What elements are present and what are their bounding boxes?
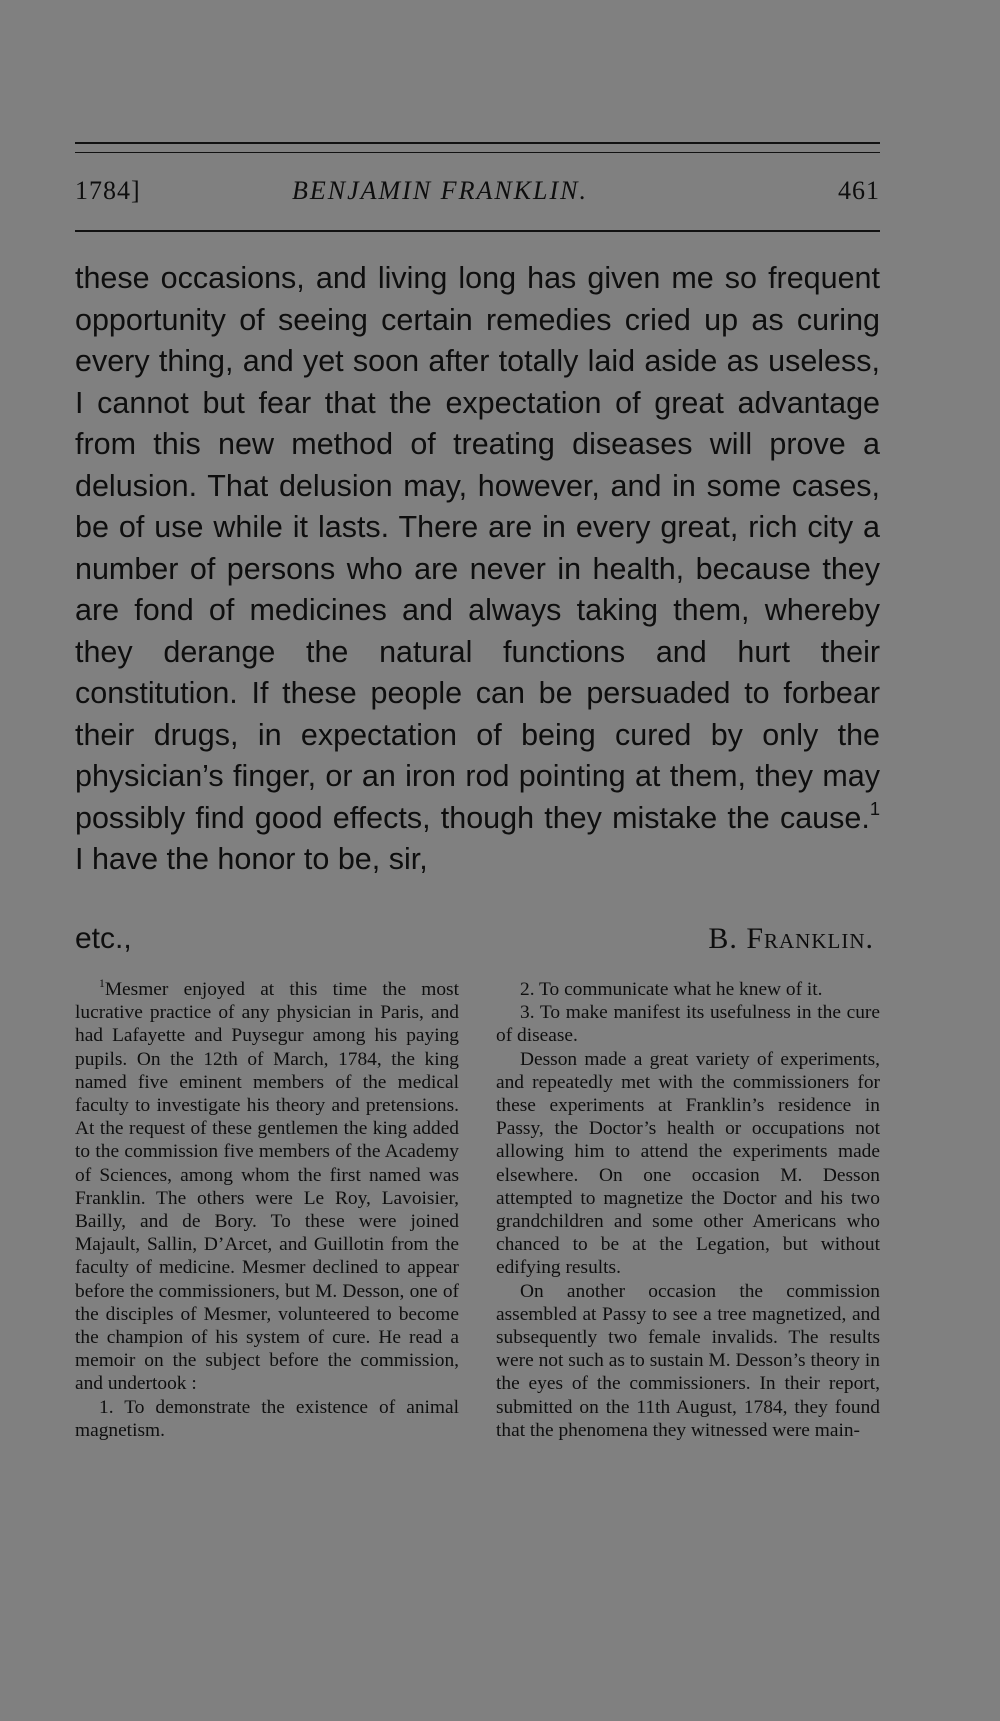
footnote-marker: 1 bbox=[99, 976, 105, 990]
main-paragraph-text: these occasions, and living long has given me so frequent opportunity of seeing certain remedies cried up as curing every thing, and yet soon after totally laid aside as useless, I cannot but fear that the expectation of great advantage from this new method of treating diseases will prove a delusion. That delusion may, however, and in some cases, be of use while it lasts. There are in every great, rich city a number of persons who are never in health, because they are fond of medicines and always taking them, whereby they derange the natural functions and hurt their constitution. If these people can be persuaded to forbear their drugs, in expectation of being cured by only the physician’s finger, or an iron rod pointing at them, they may possibly find good effects, though they mistake the cause. bbox=[75, 261, 880, 835]
footnote-reference: 1 bbox=[869, 797, 880, 819]
closing-line bbox=[75, 922, 880, 964]
header-title: BENJAMIN FRANKLIN. bbox=[292, 176, 588, 205]
closing-etc: etc., bbox=[75, 922, 132, 955]
signature: B. Franklin. bbox=[708, 922, 874, 955]
footnote-paragraph: 3. To make manifest its usefulness in the cure of disease. bbox=[496, 1002, 880, 1047]
running-header bbox=[75, 176, 880, 216]
header-year: 1784] bbox=[75, 176, 141, 205]
book-page bbox=[75, 0, 880, 1721]
top-rule bbox=[75, 142, 880, 144]
top-rule-thin bbox=[75, 152, 880, 153]
main-paragraph-tail: I have the honor to be, sir, bbox=[75, 842, 428, 876]
footnote-column-left bbox=[75, 978, 459, 1442]
main-text bbox=[75, 258, 880, 881]
page-number: 461 bbox=[838, 176, 880, 205]
footnote-text: Mesmer enjoyed at this time the most lucrative practice of any physician in Paris, and had Lafayette and Puysegur among his paying pupils. On the 12th of March, 1784, the king named five eminent members of the medical faculty to investigate his theory and pretensions. At the request of these gentlemen the king added to the commission five members of the Academy of Sciences, among whom the first named was Franklin. The others were Le Roy, Lavoisier, Bailly, and de Bory. To these were joined Majault, Sallin, D’Arcet, and Guillotin from the faculty of medicine. Mesmer declined to appear before the commissioners, but M. Desson, one of the disciples of Mesmer, volunteered to become the champion of his system of cure. He read a memoir on the subject before the commission, and undertook : bbox=[75, 979, 459, 1395]
footnote-paragraph: 1. To demonstrate the existence of animal magnetism. bbox=[75, 1396, 459, 1441]
footnote-column-right bbox=[496, 978, 880, 1442]
footnote-paragraph: Desson made a great variety of experiments, and repeatedly met with the commissioners for these experiments at Franklin’s residence in Passy, the Doctor’s health or occupations not allowing him to attend the experiments made elsewhere. On one occasion M. Desson attempted to magnetize the Doctor and his two grandchildren and some other Americans who chanced to be at the Legation, but without edifying results. bbox=[496, 1048, 880, 1279]
footnote-paragraph bbox=[75, 978, 459, 1396]
footnote-paragraph: 2. To communicate what he knew of it. bbox=[520, 979, 823, 1000]
footnote-paragraph: On another occasion the commission assembled at Passy to see a tree magnetized, and subsequently two female invalids. The results were not such as to sustain M. Desson’s theory in the eyes of the commissioners. In their report, submitted on the 11th August, 1784, they found that the phenomena they witnessed were main- bbox=[496, 1280, 880, 1441]
main-paragraph bbox=[75, 258, 880, 881]
header-rule bbox=[75, 230, 880, 232]
